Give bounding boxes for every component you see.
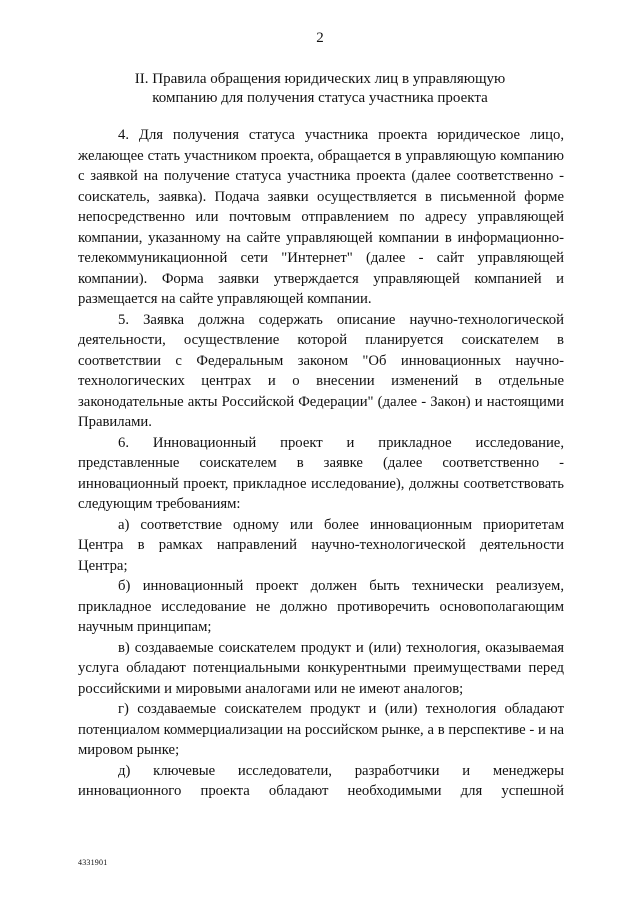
section-heading-line-2: компанию для получения статуса участника проекта bbox=[152, 90, 488, 106]
document-code: 4331901 bbox=[78, 858, 108, 867]
section-heading bbox=[60, 70, 580, 108]
section-heading-line-1: II. Правила обращения юридических лиц в управляющую bbox=[134, 71, 506, 87]
paragraph-6: 6. Инновационный проект и прикладное исследование, представленные соискателем в заявке (далее соответственно - инновационный проект, прикладное исследование), должны соответствовать следующим требованиям: bbox=[78, 434, 564, 512]
requirement-d: д) ключевые исследователи, разработчики и менеджеры инновационного проекта обладают необходимыми для успешной bbox=[78, 762, 564, 799]
paragraph-4: 4. Для получения статуса участника проекта юридическое лицо, желающее стать участником проекта, обращается в управляющую компанию с заявкой на получение статуса участника проекта (далее соответственно - соискатель, заявка). Подача заявки осуществляется в письменной форме непосредственно или почтовым отправлением по адресу управляющей компании, указанному на сайте управляющей компании в информационно-телекоммуникационной сети "Интернет" (далее - сайт управляющей компании). Форма заявки утверждается управляющей компанией и размещается на сайте управляющей компании. bbox=[78, 127, 564, 307]
document-body bbox=[78, 125, 564, 802]
requirement-v: в) создаваемые соискателем продукт и (или) технология, оказываемая услуга обладают потенциальными конкурентными преимуществами перед российскими и мировыми аналогами или не имеют аналогов; bbox=[78, 639, 564, 697]
page-number: 2 bbox=[316, 30, 324, 46]
requirement-g: г) создаваемые соискателем продукт и (или) технология обладают потенциалом коммерциализации на российском рынке, а в перспективе - и на мировом рынке; bbox=[78, 701, 564, 758]
requirement-a: а) соответствие одному или более инновационным приоритетам Центра в рамках направлений научно-технологической деятельности Центра; bbox=[78, 516, 564, 574]
paragraph-5: 5. Заявка должна содержать описание научно-технологической деятельности, осуществление которой планируется соискателем в соответствии с Федеральным законом "Об инновационных научно-технологических центрах и о внесении изменений в отдельные законодательные акты Российской Федерации" (далее - Закон) и настоящими Правилами. bbox=[78, 311, 564, 430]
requirement-b: б) инновационный проект должен быть технически реализуем, прикладное исследование не должно противоречить основополагающим научным принципам; bbox=[78, 578, 564, 635]
